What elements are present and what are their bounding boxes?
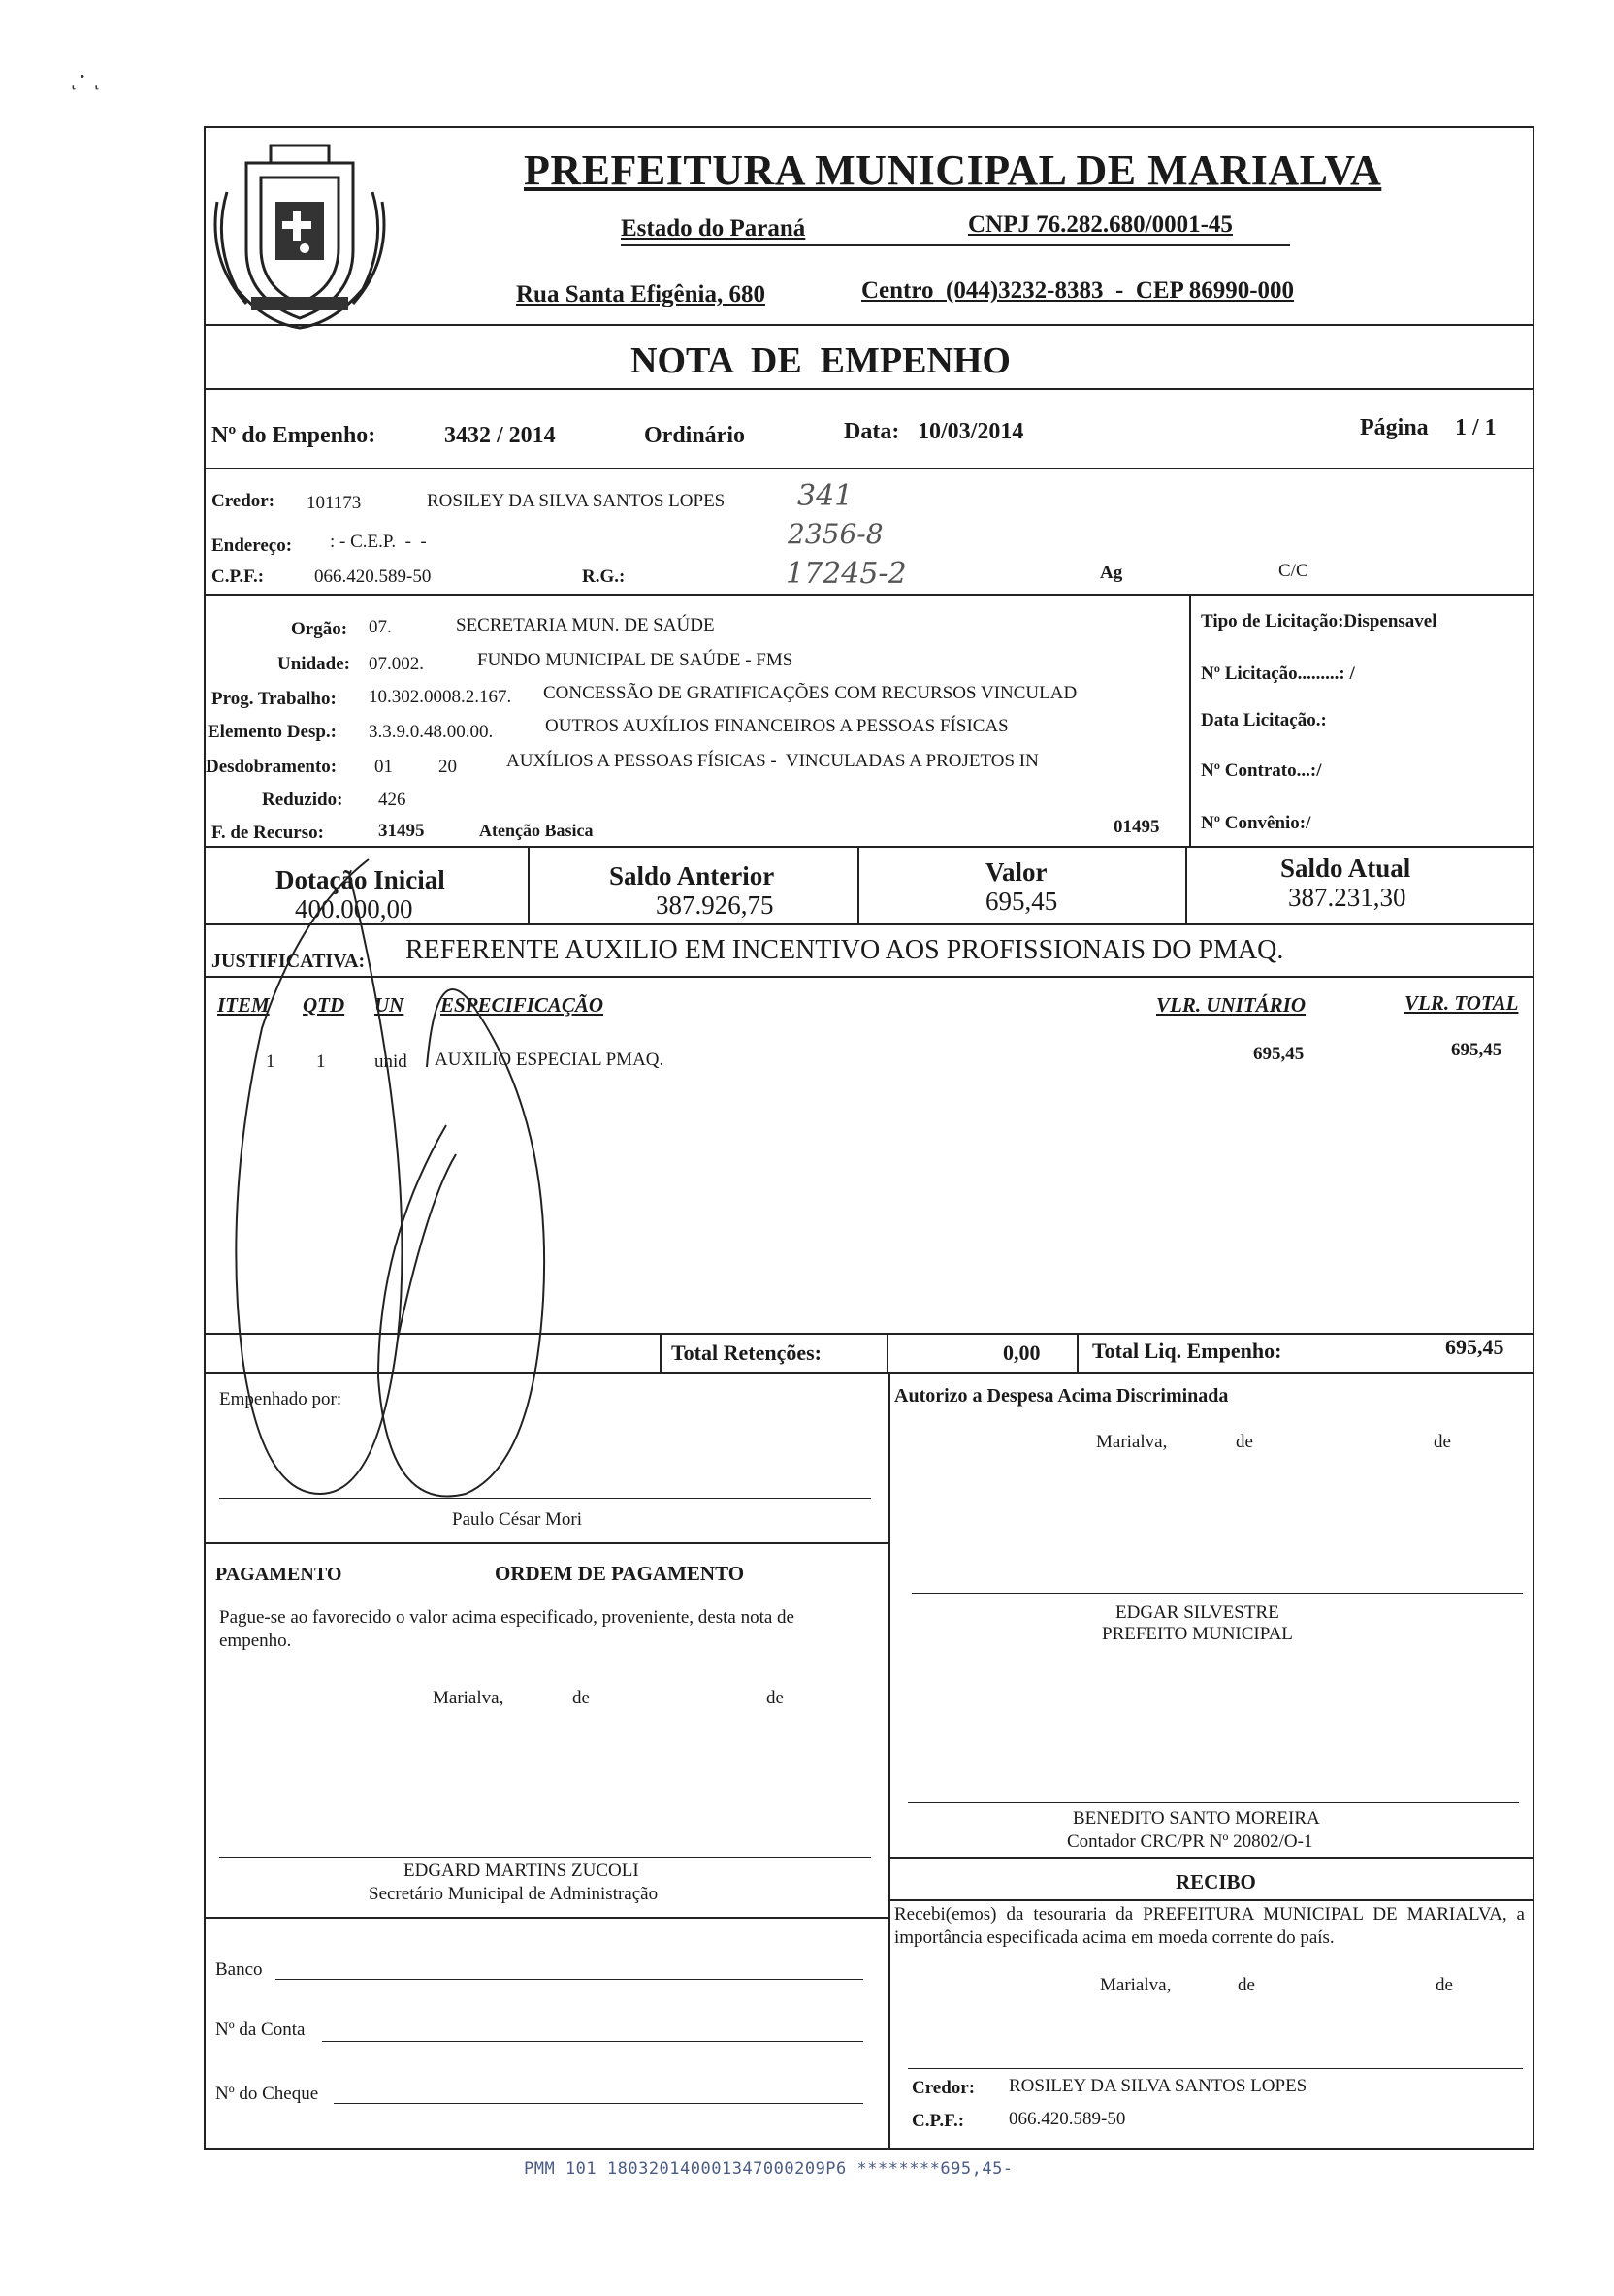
empenhado-label: Empenhado por: — [219, 1389, 342, 1409]
contador-name: BENEDITO SANTO MOREIRA — [1073, 1808, 1320, 1828]
autorizo-city: Marialva, — [1096, 1432, 1168, 1452]
saldo-atual-label: Saldo Atual — [1280, 854, 1411, 883]
banco-label: Banco — [215, 1959, 263, 1980]
divider — [204, 1917, 888, 1919]
dotacao-label: Dotação Inicial — [275, 865, 445, 894]
unidade-name: FUNDO MUNICIPAL DE SAÚDE - FMS — [477, 650, 793, 670]
recibo-text: Recebi(emos) da tesouraria da PREFEITURA MUNICIPAL DE MARIALVA, a importância especificada acima em moeda corrente do país. — [894, 1904, 1525, 1948]
saldo-anterior-label: Saldo Anterior — [609, 861, 775, 890]
rg-label: R.G.: — [582, 566, 626, 587]
cpf-label: C.P.F.: — [211, 566, 265, 587]
row-total: 695,45 — [1451, 1040, 1502, 1060]
recurso-code: 31495 — [378, 821, 425, 841]
divider — [204, 1542, 888, 1544]
unidade-label: Unidade: — [277, 654, 350, 674]
empenhado-name: Paulo César Mori — [452, 1509, 583, 1530]
header-address: Rua Santa Efigênia, 680 — [516, 281, 765, 307]
signature-line — [219, 1857, 871, 1858]
valor-label: Valor — [985, 857, 1048, 887]
divider — [204, 594, 1534, 596]
handwritten-note: 341 — [797, 479, 854, 513]
header-cnpj: CNPJ 76.282.680/0001-45 — [968, 211, 1233, 238]
recibo-credor-label: Credor: — [912, 2078, 976, 2098]
divider — [204, 324, 1534, 326]
autorizo-de-1: de — [1236, 1432, 1253, 1452]
signature-line — [908, 1802, 1519, 1803]
autorizo-de-2: de — [1434, 1432, 1451, 1452]
contador-role: Contador CRC/PR Nº 20802/O-1 — [1067, 1831, 1313, 1852]
pagamento-text: Pague-se ao favorecido o valor acima especificado, proveniente, desta nota de empenho. — [219, 1607, 794, 1651]
convenio: Nº Convênio:/ — [1201, 813, 1311, 833]
valor-value: 695,45 — [985, 887, 1058, 916]
signature-line — [912, 1593, 1523, 1594]
field-line — [275, 1979, 863, 1980]
field-line — [334, 2103, 863, 2104]
contrato: Nº Contrato...:/ — [1201, 760, 1322, 781]
divider — [1185, 846, 1187, 923]
empenho-date-label: Data: — [844, 419, 900, 444]
pagamento-city: Marialva, — [433, 1688, 504, 1708]
row-unit-price: 695,45 — [1253, 1044, 1305, 1064]
autorizo-label: Autorizo a Despesa Acima Discriminada — [894, 1385, 1229, 1407]
retencoes-value: 0,00 — [1003, 1341, 1041, 1365]
saldo-atual-value: 387.231,30 — [1288, 883, 1406, 912]
cc-label: C/C — [1278, 561, 1308, 581]
credor-name: ROSILEY DA SILVA SANTOS LOPES — [427, 491, 726, 511]
divider — [888, 1899, 1534, 1901]
pagamento-label: PAGAMENTO — [215, 1564, 342, 1585]
elemento-name: OUTROS AUXÍLIOS FINANCEIROS A PESSOAS FÍSICAS — [545, 716, 1009, 736]
footer-stamp: PMM 101 180320140001347000209P6 ********695,45- — [524, 2159, 1014, 2179]
licitacao-tipo: Tipo de Licitação:Dispensavel — [1201, 611, 1437, 631]
recurso-name: Atenção Basica — [479, 821, 594, 840]
endereco-label: Endereço: — [211, 535, 293, 556]
col-header-un: UN — [374, 993, 404, 1017]
divider — [1189, 594, 1191, 846]
handwritten-signature — [204, 834, 902, 1533]
page-label: Página — [1360, 415, 1429, 440]
orgao-name: SECRETARIA MUN. DE SAÚDE — [456, 615, 715, 635]
desdobramento-code-a: 01 — [374, 757, 393, 777]
recurso-label: F. de Recurso: — [211, 823, 324, 843]
prog-label: Prog. Trabalho: — [211, 689, 337, 709]
endereco-value: : - C.E.P. - - — [330, 532, 427, 552]
empenho-number-label: Nº do Empenho: — [211, 423, 376, 448]
field-line — [322, 2041, 863, 2042]
header-title: PREFEITURA MUNICIPAL DE MARIALVA — [524, 146, 1382, 194]
retencoes-label: Total Retenções: — [671, 1341, 822, 1365]
secretario-role: Secretário Municipal de Administração — [369, 1884, 659, 1904]
row-spec: AUXILIO ESPECIAL PMAQ. — [435, 1050, 664, 1070]
licitacao-data: Data Licitação.: — [1201, 710, 1327, 730]
ag-label: Ag — [1100, 563, 1123, 583]
col-header-unit-price: VLR. UNITÁRIO — [1156, 993, 1307, 1017]
divider — [204, 388, 1534, 390]
signature-line — [908, 2068, 1523, 2069]
licitacao-numero: Nº Licitação.........: / — [1201, 663, 1355, 684]
col-header-item: ITEM — [217, 993, 270, 1017]
header-state: Estado do Paraná — [621, 215, 806, 242]
empenho-date: 10/03/2014 — [918, 419, 1024, 444]
credor-code: 101173 — [307, 493, 362, 513]
recibo-cpf-value: 066.420.589-50 — [1009, 2109, 1126, 2129]
saldo-anterior-value: 387.926,75 — [656, 890, 774, 920]
crest-icon — [208, 134, 392, 338]
recibo-city: Marialva, — [1100, 1975, 1172, 1995]
desdobramento-name: AUXÍLIOS A PESSOAS FÍSICAS - VINCULADAS A PROJETOS IN — [506, 751, 1039, 771]
col-header-qtd: QTD — [303, 993, 345, 1017]
dotacao-value: 400.000,00 — [295, 894, 413, 923]
orgao-label: Orgão: — [291, 619, 348, 639]
ordem-pagamento-label: ORDEM DE PAGAMENTO — [495, 1562, 745, 1585]
col-header-total: VLR. TOTAL — [1404, 991, 1519, 1015]
handwritten-note: 17245-2 — [786, 557, 907, 591]
col-header-spec: ESPECIFICAÇÃO — [440, 993, 604, 1017]
row-item: 1 — [266, 1051, 275, 1072]
recibo-de-1: de — [1238, 1975, 1255, 1995]
orgao-code: 07. — [369, 617, 392, 637]
reduzido-label: Reduzido: — [262, 790, 343, 810]
scan-marks: ͺ· ͺ — [70, 62, 102, 90]
secretario-name: EDGARD MARTINS ZUCOLI — [404, 1860, 639, 1881]
pagamento-de-1: de — [572, 1688, 590, 1708]
unidade-code: 07.002. — [369, 654, 424, 674]
liquido-value: 695,45 — [1445, 1335, 1504, 1359]
justificativa-label: JUSTIFICATIVA: — [211, 951, 366, 972]
recibo-cpf-label: C.P.F.: — [912, 2111, 965, 2131]
elemento-label: Elemento Desp.: — [208, 722, 337, 742]
elemento-code: 3.3.9.0.48.00.00. — [369, 722, 494, 742]
desdobramento-label: Desdobramento: — [206, 757, 338, 777]
recibo-title: RECIBO — [1176, 1870, 1256, 1893]
document-title: NOTA DE EMPENHO — [630, 340, 1011, 381]
conta-label: Nº da Conta — [215, 2020, 306, 2040]
liquido-label: Total Liq. Empenho: — [1092, 1339, 1282, 1363]
divider — [1077, 1333, 1079, 1372]
cpf-value: 066.420.589-50 — [314, 566, 432, 587]
pagamento-de-2: de — [766, 1688, 784, 1708]
header-contact: Centro (044)3232-8383 - CEP 86990-000 — [861, 277, 1295, 304]
recurso-right: 01495 — [1114, 817, 1160, 837]
row-qtd: 1 — [316, 1051, 326, 1072]
recibo-de-2: de — [1436, 1975, 1453, 1995]
reduzido-value: 426 — [378, 790, 406, 810]
divider — [888, 1857, 1534, 1859]
justificativa-text: REFERENTE AUXILIO EM INCENTIVO AOS PROFISSIONAIS DO PMAQ. — [405, 935, 1284, 965]
handwritten-note: 2356-8 — [788, 518, 884, 550]
page-value: 1 / 1 — [1455, 415, 1497, 440]
prog-name: CONCESSÃO DE GRATIFICAÇÕES COM RECURSOS VINCULAD — [543, 683, 1078, 703]
prefeito-name: EDGAR SILVESTRE — [1115, 1602, 1279, 1623]
empenho-number: 3432 / 2014 — [444, 423, 556, 448]
credor-label: Credor: — [211, 491, 275, 511]
row-un: unid — [374, 1051, 407, 1072]
cheque-label: Nº do Cheque — [215, 2084, 319, 2104]
divider — [204, 468, 1534, 469]
prefeito-role: PREFEITO MUNICIPAL — [1102, 1624, 1293, 1644]
recibo-credor-value: ROSILEY DA SILVA SANTOS LOPES — [1009, 2076, 1307, 2096]
desdobramento-code-b: 20 — [438, 757, 457, 777]
divider — [621, 244, 1290, 246]
prog-code: 10.302.0008.2.167. — [369, 687, 512, 707]
empenho-type: Ordinário — [644, 423, 746, 448]
